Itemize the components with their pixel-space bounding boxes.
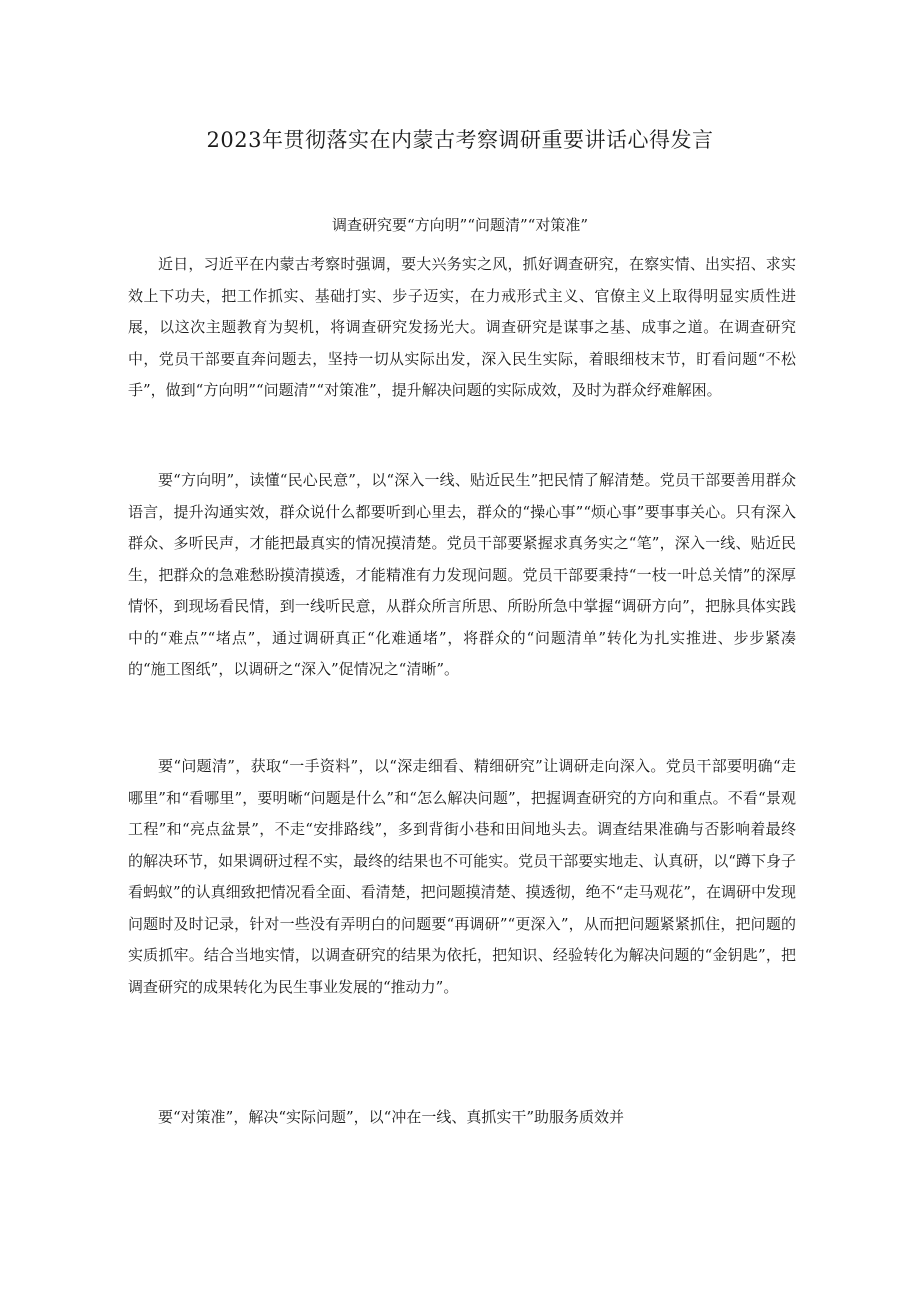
paragraph-problem: 要“问题清”，获取“一手资料”，以“深走细看、精细研究”让调研走向深入。党员干部要明确“走哪里”和“看哪里”，要明晰“问题是什么”和“怎么解决问题”，把握调查研究的方向和重点。不看“景观工程”和“亮点盆景”，不走“安排路线”，多到背街小巷和田间地头去。调查结果准确与否影响着最终的解决环节，如果调研过程不实，最终的结果也不可能实。党员干部要实地走、认真研，以“蹲下身子看蚂蚁”的认真细致把情况看全面、看清楚，把问题摸清楚、摸透彻，绝不“走马观花”，在调研中发现问题时及时记录，针对一些没有弄明白的问题要“再调研”“更深入”，从而把问题紧紧抓住，把问题的实质抓牢。结合当地实情，以调查研究的结果为依托，把知识、经验转化为解决问题的“金钥匙”，把调查研究的成果转化为民生事业发展的“推动力”。 xyxy=(128,757,797,996)
document-title: 2023年贯彻落实在内蒙古考察调研重要讲话心得发言 xyxy=(206,128,714,152)
paragraph-intro: 近日，习近平在内蒙古考察时强调，要大兴务实之风，抓好调查研究，在察实情、出实招、求实效上下功夫，把工作抓实、基础打实、步子迈实，在力戒形式主义、官僚主义上取得明显实质性进展，以这次主题教育为契机，将调查研究发扬光大。调查研究是谋事之基、成事之道。在调查研究中，党员干部要直奔问题去，坚持一切从实际出发，深入民生实际，着眼细枝末节，盯看问题“不松手”，做到“方向明”“问题清”“对策准”，提升解决问题的实际成效，及时为群众纾难解困。 xyxy=(128,255,796,399)
paragraph-direction: 要“方向明”，读懂“民心民意”，以“深入一线、贴近民生”把民情了解清楚。党员干部要善用群众语言，提升沟通实效，群众说什么都要听到心里去，群众的“操心事”“烦心事”要事事关心。只有深入群众、多听民声，才能把最真实的情况摸清楚。党员干部要紧握求真务实之“笔”，深入一线、贴近民生，把群众的急难愁盼摸清摸透，才能精准有力发现问题。党员干部要秉持“一枝一叶总关情”的深厚情怀，到现场看民情，到一线听民意，从群众所言所思、所盼所急中掌握“调研方向”，把脉具体实践中的“难点”“堵点”，通过调研真正“化难通堵”，将群众的“问题清单”转化为扎实推进、步步紧凑的“施工图纸”，以调研之“深入”促情况之“清晰”。 xyxy=(128,471,796,678)
document-subtitle: 调查研究要“方向明”“问题清”“对策准” xyxy=(331,216,588,234)
paragraph-countermeasure: 要“对策准”，解决“实际问题”，以“冲在一线、真抓实干”助服务质效并 xyxy=(158,1108,625,1126)
